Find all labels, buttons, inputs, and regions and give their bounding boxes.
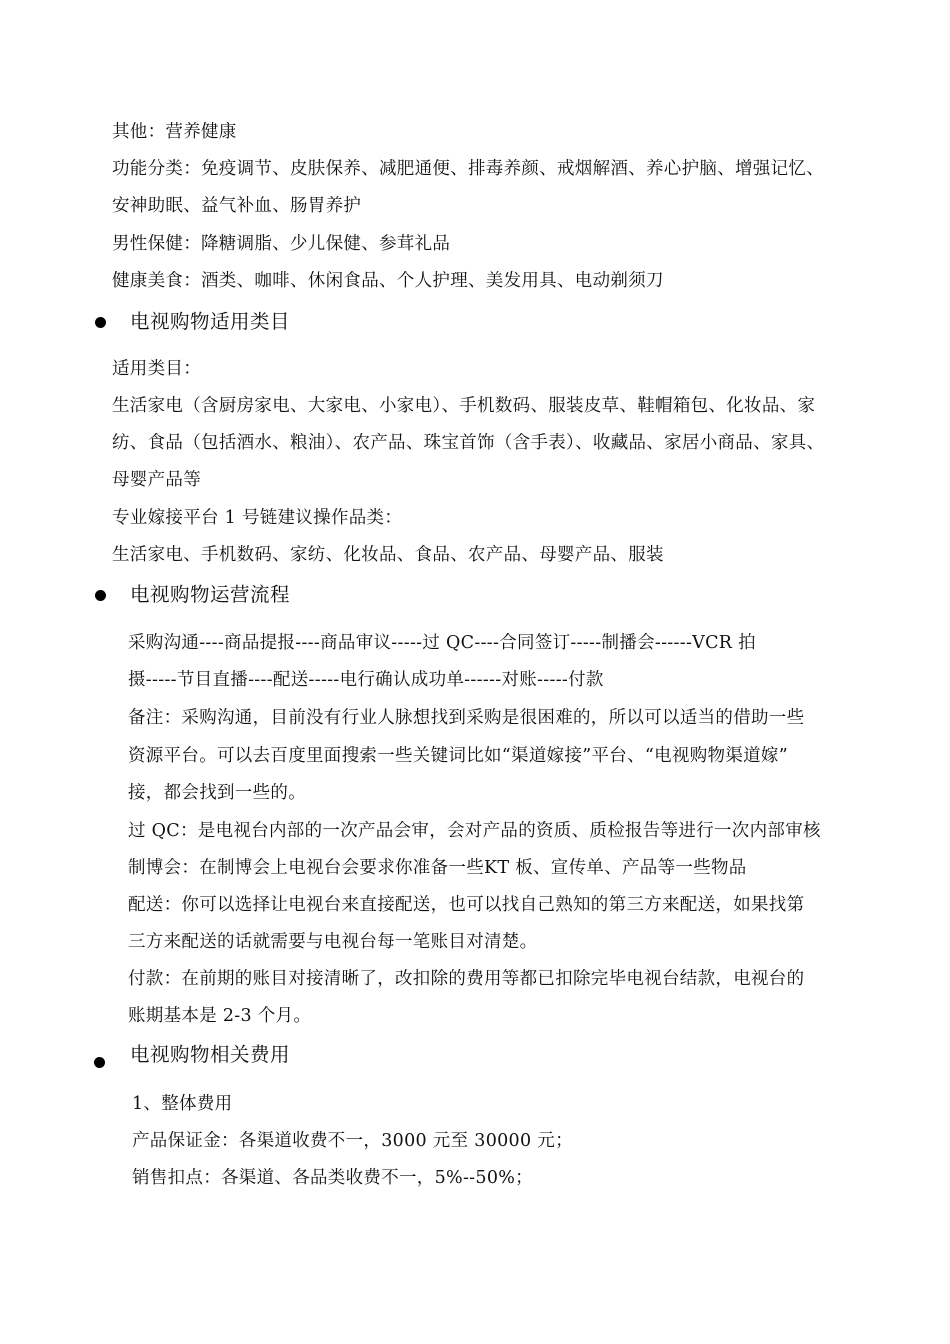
text-line: 三方来配送的话就需要与电视台每一笔账目对清楚。 (128, 932, 538, 952)
text-line: 备注：采购沟通，目前没有行业人脉想找到采购是很困难的，所以可以适当的借助一些 (128, 708, 805, 728)
section-heading: 电视购物运营流程 (130, 583, 291, 606)
text-line: 配送：你可以选择让电视台来直接配送，也可以找自己熟知的第三方来配送，如果找第 (128, 895, 805, 915)
text-line: 生活家电、手机数码、家纺、化妆品、食品、农产品、母婴产品、服装 (112, 545, 664, 565)
text-line: 专业嫁接平台 1 号链建议操作品类： (112, 508, 403, 528)
text-line: 生活家电（含厨房家电、大家电、小家电）、手机数码、服装皮草、鞋帽箱包、化妆品、家 (112, 396, 816, 416)
text-line: 接，都会找到一些的。 (128, 783, 306, 803)
text-line: 母婴产品等 (112, 470, 201, 490)
bullet-icon (95, 317, 106, 328)
section-heading: 电视购物适用类目 (130, 310, 291, 333)
text-line: 资源平台。可以去百度里面搜索一些关键词比如“渠道嫁接”平台、“电视购物渠道嫁” (128, 746, 788, 766)
section-heading: 电视购物相关费用 (130, 1043, 291, 1066)
text-line: 制博会：在制博会上电视台会要求你准备一些KT 板、宣传单、产品等一些物品 (128, 858, 747, 878)
text-line: 付款：在前期的账目对接清晰了，改扣除的费用等都已扣除完毕电视台结款，电视台的 (128, 969, 805, 989)
text-line: 账期基本是 2-3 个月。 (128, 1006, 312, 1026)
bullet-icon (95, 590, 106, 601)
text-line: 安神助眠、益气补血、肠胃养护 (112, 196, 362, 216)
bullet-icon (94, 1057, 105, 1068)
text-line: 其他：营养健康 (112, 122, 237, 142)
text-line: 纺、食品（包括酒水、粮油）、农产品、珠宝首饰（含手表）、收藏品、家居小商品、家具、 (112, 433, 825, 453)
text-line: 功能分类：免疫调节、皮肤保养、减肥通便、排毒养颜、戒烟解酒、养心护脑、增强记忆、 (112, 159, 824, 179)
text-line: 适用类目： (112, 359, 201, 379)
text-line: 摄-----节目直播----配送-----电行确认成功单------对账-----付款 (128, 670, 604, 690)
text-line: 采购沟通----商品提报----商品审议-----过 QC----合同签订-----制播会------VCR 拍 (128, 633, 756, 653)
text-line: 1、整体费用 (132, 1094, 233, 1114)
text-line: 健康美食：酒类、咖啡、休闲食品、个人护理、美发用具、电动剃须刀 (112, 271, 664, 291)
text-line: 销售扣点：各渠道、各品类收费不一，5%--50%； (132, 1168, 533, 1188)
text-line: 过 QC：是电视台内部的一次产品会审，会对产品的资质、质检报告等进行一次内部审核 (128, 821, 821, 841)
text-line: 男性保健：降糖调脂、少儿保健、参茸礼品 (112, 234, 451, 254)
text-line: 产品保证金：各渠道收费不一，3000 元至 30000 元； (132, 1131, 573, 1151)
